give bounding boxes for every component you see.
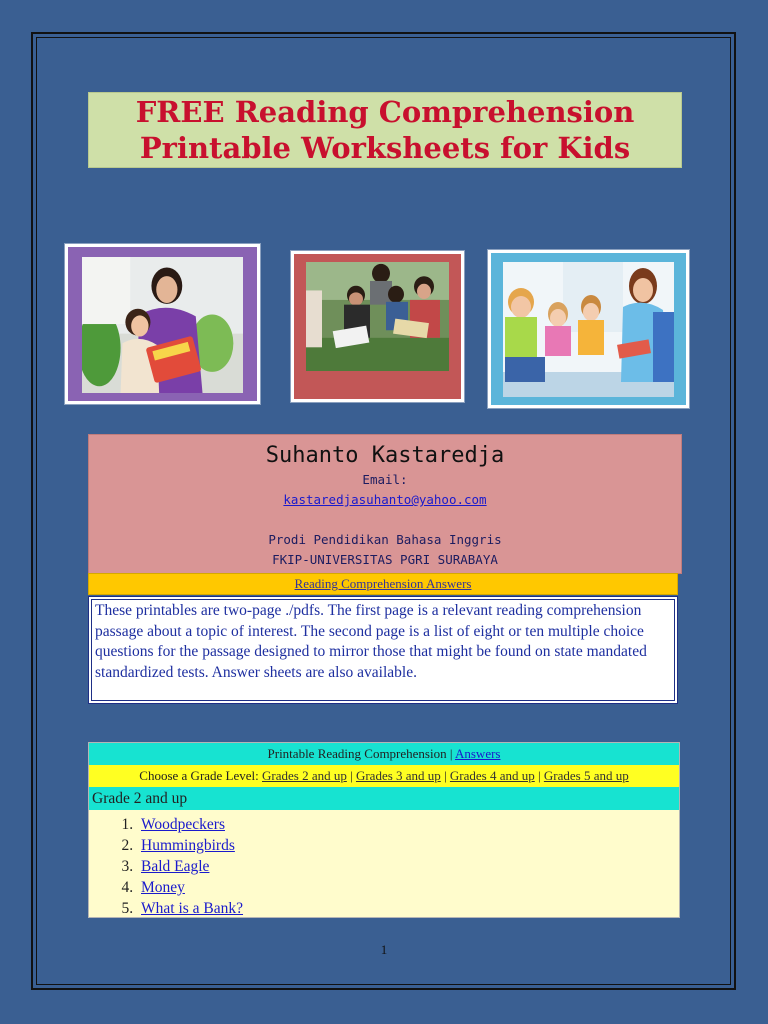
answers-bar-link[interactable]: Reading Comprehension Answers (294, 576, 472, 591)
page-number: 1 (380, 942, 388, 957)
description-text: These printables are two-page ./pdfs. The first page is a relevant reading comprehension passage about a topic of interest. The second page is a list of eight or ten multiple choice questions for the passage designed to mirror those that might be found on state mandated standardized tests. Answer sheets are also available. (95, 602, 647, 681)
list-item (137, 877, 679, 898)
photo-teacher-reading-to-children (488, 250, 689, 408)
page-title (88, 92, 682, 168)
list-item (137, 835, 679, 856)
worksheet-link[interactable]: What is a Bank? (141, 900, 244, 917)
title-line-2: Printable Worksheets for Kids (139, 131, 631, 165)
worksheet-link[interactable]: Woodpeckers (141, 816, 225, 833)
grade-2-link[interactable]: Grades 2 and up (262, 768, 347, 783)
worksheet-link[interactable]: Money (141, 879, 185, 896)
grade-prompt: Choose a Grade Level: (139, 768, 263, 783)
department: Prodi Pendidikan Bahasa Inggris (268, 532, 502, 547)
worksheet-list (89, 814, 679, 919)
grade-level-heading: Grade 2 and up (89, 787, 679, 810)
table-header (89, 743, 679, 765)
grade-4-link[interactable]: Grades 4 and up (449, 768, 535, 783)
university: FKIP-UNIVERSITAS PGRI SURABAYA (272, 552, 498, 567)
grade-5-link[interactable]: Grades 5 and up (543, 768, 629, 783)
answers-link[interactable]: Answers (454, 746, 501, 761)
title-line-1: FREE Reading Comprehension (135, 95, 635, 129)
photo-children-reading-outdoors (291, 251, 464, 402)
worksheet-table (88, 742, 680, 918)
photo-mother-daughter-reading (65, 244, 260, 404)
email-link[interactable]: kastaredjasuhanto@yahoo.com (283, 492, 487, 507)
worksheet-link[interactable]: Hummingbirds (141, 837, 235, 854)
author-name: Suhanto Kastaredja (265, 443, 505, 468)
grade-selector-row: Choose a Grade Level: Grades 2 and up | Grades 3 and up | Grades 4 and up | Grades 5 and up (89, 765, 679, 787)
grade-3-link[interactable]: Grades 3 and up (355, 768, 441, 783)
worksheet-link[interactable]: Bald Eagle (141, 858, 210, 875)
author-info (88, 434, 682, 574)
table-header-text: Printable Reading Comprehension | (267, 746, 455, 761)
list-item (137, 898, 679, 919)
list-item (137, 814, 679, 835)
description-box (88, 596, 678, 704)
answers-bar[interactable] (88, 573, 678, 595)
email-label: Email: (362, 472, 408, 487)
list-item (137, 856, 679, 877)
